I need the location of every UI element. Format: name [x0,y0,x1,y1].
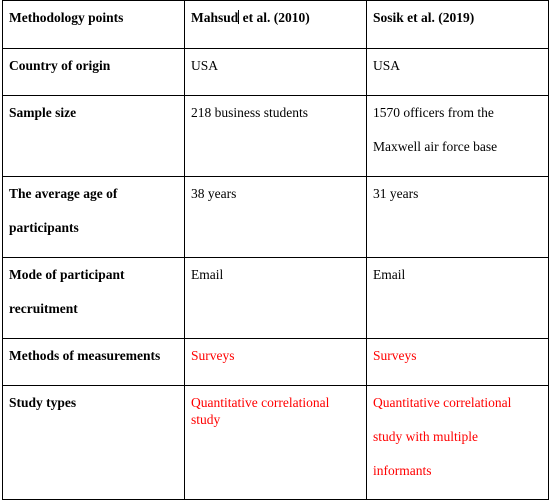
cell-text-line: Quantitative correlational [191,395,330,410]
cell-text: USA [191,58,219,73]
header-methodology-points-label: Methodology points [9,10,124,25]
table-row-country [3,49,549,96]
cell-text: USA [373,58,401,73]
header-sosik [367,1,549,49]
cell-text: Surveys [191,348,235,363]
cell-sosik-recruitment [367,258,549,339]
row-label-text: Study types [9,395,77,410]
row-label-measurements [3,339,185,386]
table-row-average-age [3,177,549,258]
header-mahsud-label-a: Mahsud [191,10,239,25]
row-label-average-age [3,177,185,258]
cell-text-line: 1570 officers from the [373,105,494,120]
cell-mahsud-study-types [185,386,367,500]
row-label-sample-size [3,96,185,177]
cell-text: Surveys [373,348,417,363]
cell-mahsud-average-age [185,177,367,258]
header-methodology-points [3,1,185,49]
cell-text: 31 years [373,186,419,201]
row-label-line: recruitment [9,301,78,316]
table-header-row [3,1,549,49]
cell-sosik-average-age [367,177,549,258]
row-label-recruitment [3,258,185,339]
row-label-text: Sample size [9,105,77,120]
cell-text-line: Maxwell air force base [373,139,498,154]
table-row-sample-size [3,96,549,177]
header-sosik-label: Sosik et al. (2019) [373,10,475,25]
row-label-text: Country of origin [9,58,111,73]
methodology-comparison-table [2,0,549,500]
row-label-text: Methods of measurements [9,348,161,363]
cell-text: Email [191,267,224,282]
cell-mahsud-recruitment [185,258,367,339]
cell-mahsud-sample-size [185,96,367,177]
cell-text-line: study with multiple [373,429,479,444]
cell-sosik-study-types [367,386,549,500]
cell-text: Email [373,267,406,282]
cell-text-line: Quantitative correlational [373,395,512,410]
table-row-study-types [3,386,549,500]
cell-text-line: informants [373,463,432,478]
cell-sosik-sample-size [367,96,549,177]
row-label-line: participants [9,220,79,235]
header-mahsud-label-b: et al. (2010) [239,10,310,25]
cell-sosik-measurements [367,339,549,386]
cell-mahsud-measurements [185,339,367,386]
header-mahsud [185,1,367,49]
cell-sosik-country [367,49,549,96]
row-label-line: The average age of [9,186,118,201]
row-label-line: Mode of participant [9,267,125,282]
row-label-country [3,49,185,96]
cell-mahsud-country [185,49,367,96]
cell-text: 218 business students [191,105,309,120]
cell-text: 38 years [191,186,237,201]
table-row-recruitment [3,258,549,339]
cell-text-line: study [191,412,221,427]
table-row-measurements [3,339,549,386]
row-label-study-types [3,386,185,500]
